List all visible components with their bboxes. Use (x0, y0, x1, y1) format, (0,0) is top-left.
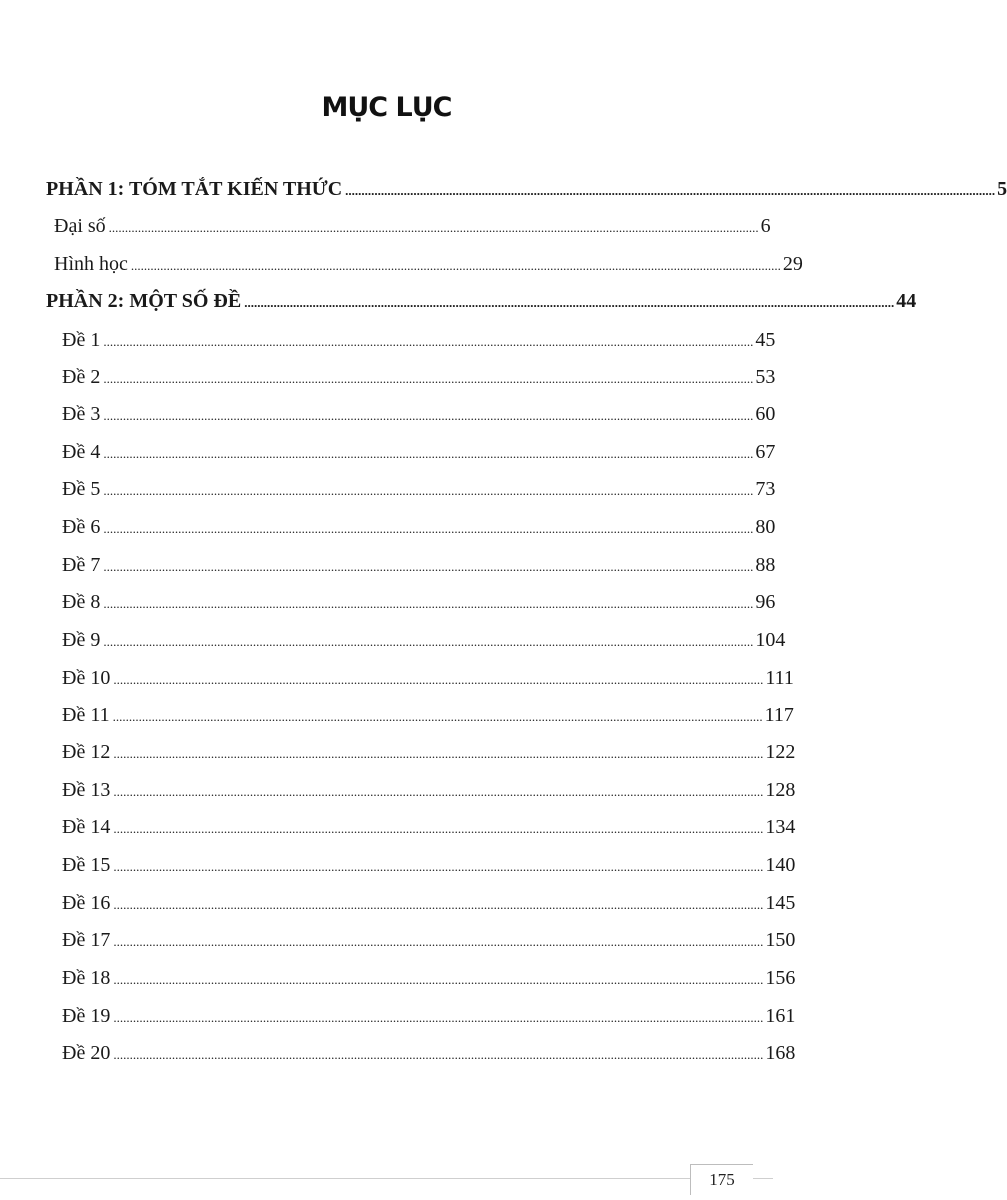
toc-entry-label: PHẦN 2: MỘT SỐ ĐỀ (46, 290, 242, 312)
dot-leader: ........................................................................................................................................................................................................ (103, 408, 754, 423)
toc-entry-page-number: 145 (765, 892, 796, 914)
footer-divider (0, 1178, 773, 1179)
toc-entry-label: Đề 18 (62, 967, 111, 989)
toc-entry (62, 925, 796, 955)
dot-leader: ........................................................................................................................................................................................................ (113, 1047, 764, 1062)
toc-section-entry (46, 286, 917, 316)
dot-leader: ........................................................................................................................................................................................................ (113, 821, 764, 836)
toc-entry (62, 663, 794, 693)
toc-entry-label: Đề 6 (62, 516, 101, 538)
dot-leader: ........................................................................................................................................................................................................ (103, 634, 754, 649)
toc-entry (62, 474, 776, 504)
dot-leader: ........................................................................................................................................................................................................ (345, 183, 996, 198)
toc-entry-page-number: 6 (760, 215, 771, 237)
toc-entry-page-number: 80 (755, 516, 776, 538)
toc-entry-label: Đề 20 (62, 1042, 111, 1064)
dot-leader: ........................................................................................................................................................................................................ (113, 897, 764, 912)
dot-leader: ........................................................................................................................................................................................................ (103, 521, 754, 536)
toc-entry-label: Đề 19 (62, 1005, 111, 1027)
toc-entry-page-number: 134 (765, 816, 796, 838)
toc-entry (62, 399, 776, 429)
toc-entry-page-number: 117 (764, 704, 794, 726)
page-number: 175 (690, 1164, 753, 1195)
toc-entry-label: Đề 17 (62, 929, 111, 951)
toc-entry (62, 700, 794, 730)
toc-entry-label: PHẦN 1: TÓM TẮT KIẾN THỨC (46, 178, 343, 200)
dot-leader: ........................................................................................................................................................................................................ (113, 972, 764, 987)
dot-leader: ........................................................................................................................................................................................................ (113, 746, 764, 761)
toc-entry (62, 550, 776, 580)
dot-leader: ........................................................................................................................................................................................................ (103, 483, 754, 498)
toc-entry-label: Đề 7 (62, 554, 101, 576)
dot-leader: ........................................................................................................................................................................................................ (113, 1010, 764, 1025)
toc-entry-label: Đại số (54, 215, 106, 237)
toc-section-entry (46, 174, 1007, 204)
toc-entry (62, 963, 796, 993)
toc-entry-page-number: 60 (755, 403, 776, 425)
toc-entry-label: Đề 2 (62, 366, 101, 388)
toc-entry-page-number: 29 (782, 253, 803, 275)
toc-entry-label: Đề 1 (62, 329, 101, 351)
toc-entry-label: Đề 3 (62, 403, 101, 425)
toc-entry (62, 1038, 796, 1068)
toc-entry-label: Đề 16 (62, 892, 111, 914)
dot-leader: ........................................................................................................................................................................................................ (244, 295, 895, 310)
dot-leader: ........................................................................................................................................................................................................ (103, 446, 754, 461)
dot-leader: ........................................................................................................................................................................................................ (103, 371, 754, 386)
dot-leader: ........................................................................................................................................................................................................ (108, 220, 759, 235)
toc-entry-page-number: 122 (765, 741, 796, 763)
page-title: MỤC LỤC (321, 92, 452, 123)
toc-entry-page-number: 104 (755, 629, 786, 651)
toc-entry (62, 325, 776, 355)
toc-entry (62, 850, 796, 880)
dot-leader: ........................................................................................................................................................................................................ (103, 559, 754, 574)
toc-entry-label: Đề 5 (62, 478, 101, 500)
toc-entry (62, 512, 776, 542)
toc-entry-page-number: 53 (755, 366, 776, 388)
toc-entry-page-number: 45 (755, 329, 776, 351)
toc-entry (62, 737, 796, 767)
toc-entry-page-number: 88 (755, 554, 776, 576)
dot-leader: ........................................................................................................................................................................................................ (113, 672, 764, 687)
toc-entry-page-number: 156 (765, 967, 796, 989)
toc-entry-page-number: 96 (755, 591, 776, 613)
toc-entry-page-number: 128 (765, 779, 796, 801)
dot-leader: ........................................................................................................................................................................................................ (113, 859, 764, 874)
toc-entry (62, 625, 786, 655)
dot-leader: ........................................................................................................................................................................................................ (130, 258, 781, 273)
dot-leader: ........................................................................................................................................................................................................ (103, 596, 754, 611)
toc-entry (62, 362, 776, 392)
toc-entry-page-number: 161 (765, 1005, 796, 1027)
toc-entry-label: Hình học (54, 253, 128, 275)
toc-entry-page-number: 5 (997, 178, 1007, 200)
toc-entry-page-number: 140 (765, 854, 796, 876)
toc-entry (54, 249, 803, 279)
dot-leader: ........................................................................................................................................................................................................ (112, 709, 763, 724)
dot-leader: ........................................................................................................................................................................................................ (103, 334, 754, 349)
toc-entry (62, 587, 776, 617)
toc-entry-page-number: 73 (755, 478, 776, 500)
toc-entry-label: Đề 8 (62, 591, 101, 613)
dot-leader: ........................................................................................................................................................................................................ (113, 784, 764, 799)
toc-entry-page-number: 168 (765, 1042, 796, 1064)
toc-entry (54, 211, 771, 241)
toc-entry-label: Đề 14 (62, 816, 111, 838)
toc-entry-label: Đề 11 (62, 704, 110, 726)
toc-entry-page-number: 150 (765, 929, 796, 951)
toc-entry (62, 888, 796, 918)
toc-entry (62, 1001, 796, 1031)
toc-entry-label: Đề 10 (62, 667, 111, 689)
toc-entry (62, 812, 796, 842)
toc-entry-label: Đề 15 (62, 854, 111, 876)
toc-entry-page-number: 44 (896, 290, 917, 312)
toc-entry-label: Đề 12 (62, 741, 111, 763)
toc-entry (62, 437, 776, 467)
toc-entry-page-number: 111 (765, 667, 794, 689)
toc-entry-page-number: 67 (755, 441, 776, 463)
toc-entry-label: Đề 13 (62, 779, 111, 801)
toc-entry-label: Đề 9 (62, 629, 101, 651)
toc-entry-label: Đề 4 (62, 441, 101, 463)
toc-entry (62, 775, 796, 805)
dot-leader: ........................................................................................................................................................................................................ (113, 934, 764, 949)
